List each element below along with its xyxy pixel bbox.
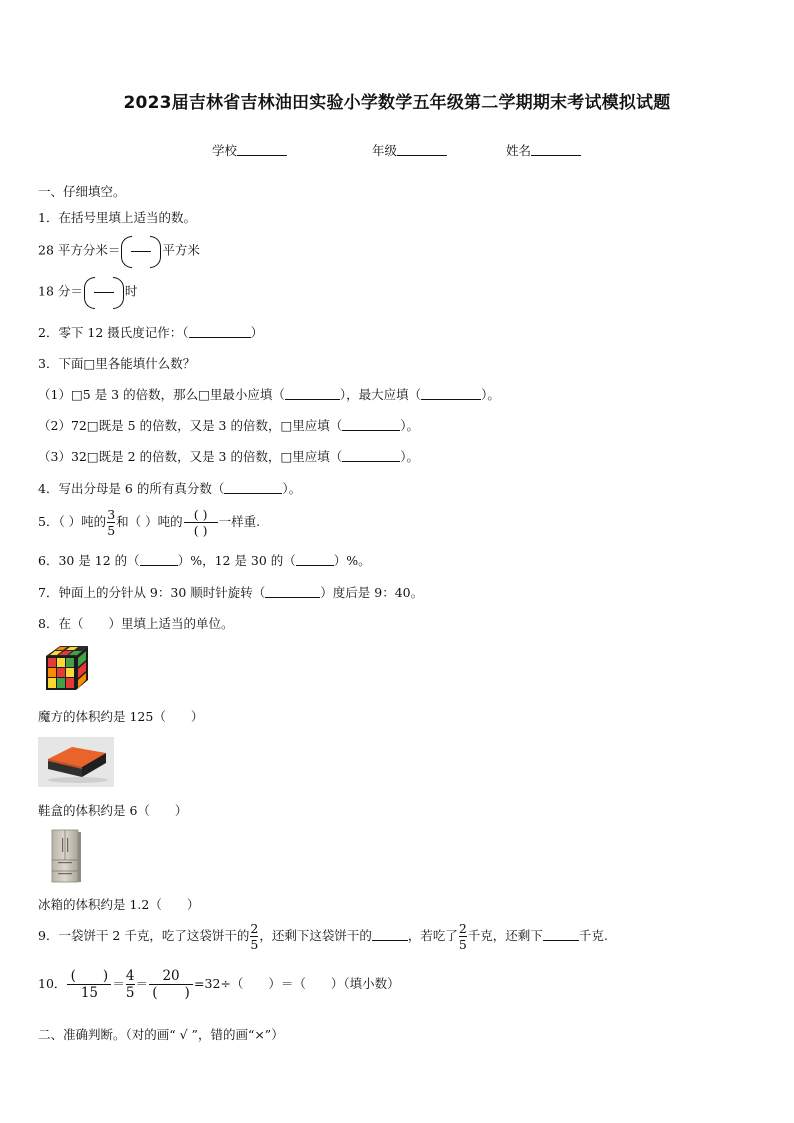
q10-f1-numerator[interactable]: ( ) (70, 968, 109, 984)
q1-line1 (38, 236, 200, 266)
q9-text-b: ，还剩下这袋饼干的 (259, 928, 372, 944)
q3-part1 (38, 385, 500, 403)
name-blank[interactable] (531, 143, 581, 156)
q7-text-b: ）度后是 9：40。 (320, 585, 424, 600)
q10-f3-numerator: 20 (162, 968, 180, 984)
name-label: 姓名 (506, 143, 532, 158)
q2-blank[interactable] (189, 325, 251, 338)
q2-close: ） (250, 325, 264, 340)
q9-fraction-2 (459, 922, 467, 951)
q3-p1-mid: ），最大应填（ (339, 387, 422, 402)
q1-line1-right: 平方米 (162, 242, 200, 258)
shoebox-image (38, 737, 114, 787)
q10-f2-denominator: 5 (125, 985, 135, 1002)
q3-p2-blank[interactable] (342, 418, 400, 431)
q10-equals-2: ＝ (135, 976, 149, 992)
grade-label: 年级 (372, 143, 398, 158)
section-1-heading: 一、仔细填空。 (38, 184, 126, 199)
q3-part2 (38, 416, 419, 434)
q7 (38, 583, 423, 601)
q3-p3-end: ）。 (400, 449, 420, 464)
q4 (38, 479, 301, 497)
q3-p3-blank[interactable] (342, 449, 400, 462)
q3-stem: 3．下面□里各能填什么数？ (38, 356, 196, 371)
q9-f2-denominator: 5 (458, 937, 467, 953)
q9-f1-denominator: 5 (250, 937, 259, 953)
q10-fraction-3[interactable] (149, 969, 193, 1000)
q9-f2-numerator: 2 (458, 921, 467, 936)
grade-blank[interactable] (397, 143, 447, 156)
q3-p2-end: ）。 (400, 418, 420, 433)
q9-f1-numerator: 2 (250, 921, 259, 936)
q9-text-c: ，若吃了 (407, 928, 458, 944)
q5 (38, 508, 260, 537)
q3-p1-blank-min[interactable] (285, 387, 340, 400)
q10-tail: =32÷（ ）＝（ ）（填小数） (194, 976, 400, 992)
q3-p1-blank-max[interactable] (421, 387, 481, 400)
q3-part3 (38, 447, 419, 465)
q2-text: 2．零下 12 摄氏度记作：（ (38, 325, 189, 340)
q9-text-e: 千克. (578, 928, 608, 944)
school-field[interactable] (212, 141, 287, 159)
q9-blank-2[interactable] (543, 928, 579, 941)
q2 (38, 323, 263, 341)
refrigerator-image (48, 828, 84, 884)
q9-text-a: 9．一袋饼干 2 千克，吃了这袋饼干的 (38, 928, 250, 944)
q5-blank-denominator[interactable]: ( ) (193, 523, 208, 539)
q1-fraction-blank-2[interactable] (84, 277, 124, 307)
q9-blank-1[interactable] (372, 928, 408, 941)
q1-line2-left: 18 分＝ (38, 283, 83, 299)
q9 (38, 922, 608, 951)
q7-text-a: 7．钟面上的分针从 9：30 顺时针旋转（ (38, 585, 266, 600)
page-title: 2023届吉林省吉林油田实验小学数学五年级第二学期期末考试模拟试题 (123, 93, 671, 113)
q5-text-a: 5．（ ）吨的 (38, 514, 107, 530)
q9-fraction-1 (250, 922, 258, 951)
school-blank[interactable] (237, 143, 287, 156)
q3-p1-text: （1）□5 是 3 的倍数，那么□里最小应填（ (38, 387, 285, 402)
grade-field[interactable] (372, 141, 447, 159)
q4-end: ）。 (282, 481, 302, 496)
q5-denominator: 5 (107, 523, 116, 539)
section-2-heading: 二、准确判断。（对的画“ √ ”，错的画“×”） (38, 1027, 284, 1042)
q10-f2-numerator: 4 (125, 968, 135, 984)
q8-stem: 8．在（ ）里填上适当的单位。 (38, 616, 234, 631)
q10 (38, 969, 400, 1000)
q3-p2-text: （2）72□既是 5 的倍数，又是 3 的倍数，□里应填（ (38, 418, 343, 433)
q6-text-b: ）%，12 是 30 的（ (177, 553, 296, 568)
q6-text-a: 6．30 是 12 的（ (38, 553, 140, 568)
q1-stem: 1．在括号里填上适当的数。 (38, 210, 196, 225)
q5-text-c: 一样重. (218, 514, 261, 530)
rubiks-cube-image (42, 644, 92, 692)
q5-fraction-blank[interactable] (184, 508, 218, 537)
q1-line2-right: 时 (124, 283, 138, 299)
q6 (38, 551, 371, 569)
q7-blank[interactable] (265, 585, 320, 598)
q1-line2 (38, 277, 137, 307)
q5-numerator: 3 (107, 507, 116, 522)
q4-blank[interactable] (224, 481, 282, 494)
q3-p3-text: （3）32□既是 2 的倍数，又是 3 的倍数，□里应填（ (38, 449, 343, 464)
q5-text-b: 和（ ）吨的 (116, 514, 183, 530)
q6-text-c: ）%。 (333, 553, 371, 568)
q10-f1-denominator: 15 (80, 985, 98, 1002)
name-field[interactable] (506, 141, 581, 159)
q6-blank-1[interactable] (140, 553, 178, 566)
q4-text: 4．写出分母是 6 的所有真分数（ (38, 481, 225, 496)
q1-line1-left: 28 平方分米＝ (38, 242, 121, 258)
q10-label: 10． (38, 976, 67, 992)
q5-fraction-3-5 (107, 508, 115, 537)
q10-equals-1: ＝ (112, 976, 125, 992)
q8-item-shoebox: 鞋盒的体积约是 6（ ） (38, 803, 188, 818)
q10-fraction-2 (126, 969, 135, 1000)
q3-p1-end: ）。 (481, 387, 500, 402)
q8-item-fridge: 冰箱的体积约是 1.2（ ） (38, 897, 200, 912)
q10-f3-denominator[interactable]: ( ) (152, 985, 190, 1002)
school-label: 学校 (212, 143, 238, 158)
q10-fraction-1[interactable] (67, 969, 111, 1000)
q5-blank-numerator[interactable]: ( ) (193, 507, 208, 522)
q9-text-d: 千克，还剩下 (467, 928, 543, 944)
q1-fraction-blank-1[interactable] (121, 236, 161, 266)
q6-blank-2[interactable] (296, 553, 334, 566)
q8-item-cube: 魔方的体积约是 125（ ） (38, 709, 204, 724)
